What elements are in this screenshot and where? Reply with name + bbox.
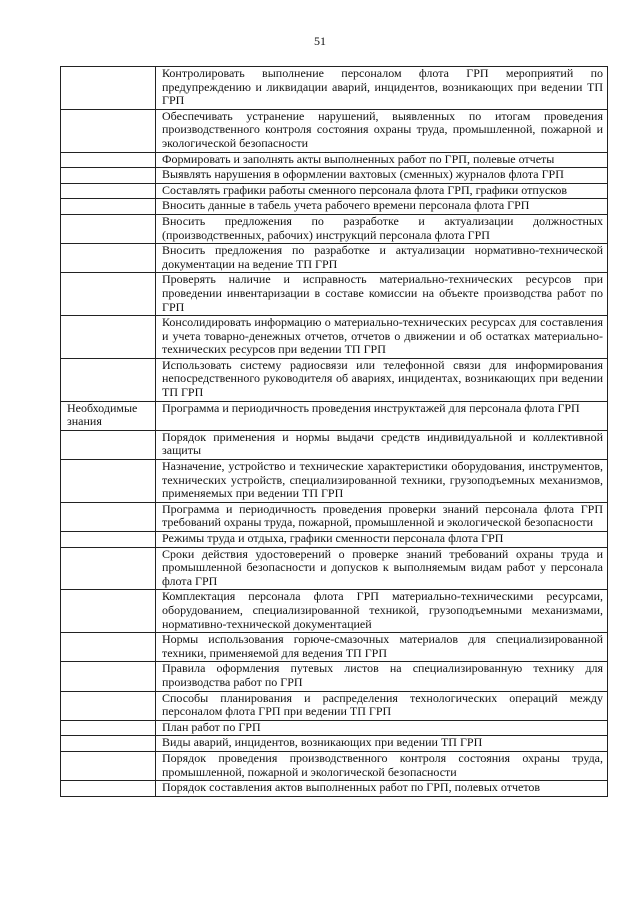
section-label-cell (61, 244, 156, 273)
section-label-cell (61, 662, 156, 691)
table-row (61, 199, 608, 215)
table-row (61, 590, 608, 633)
section-label-cell (61, 358, 156, 401)
item-text-cell: Вносить предложения по разработке и актуализации должностных (производственных, рабочих) инструкций персонала флота ГРП (156, 214, 608, 243)
item-text-cell: Выявлять нарушения в оформлении вахтовых (сменных) журналов флота ГРП (156, 168, 608, 184)
item-text-cell: Комплектация персонала флота ГРП материально-техническими ресурсами, оборудованием, специализированной техникой, грузоподъемными механизмами, нормативно-технической документацией (156, 590, 608, 633)
item-text-cell: Вносить предложения по разработке и актуализации нормативно-технической документации на ведение ТП ГРП (156, 244, 608, 273)
table-row (61, 109, 608, 152)
section-label-cell (61, 781, 156, 797)
table-row (61, 358, 608, 401)
section-label-cell (61, 460, 156, 503)
table-row (61, 460, 608, 503)
item-text-cell: Режимы труда и отдыха, графики сменности персонала флота ГРП (156, 532, 608, 548)
item-text-cell: План работ по ГРП (156, 720, 608, 736)
section-label-cell (61, 736, 156, 752)
table-row (61, 691, 608, 720)
section-label-cell (61, 720, 156, 736)
item-text-cell: Вносить данные в табель учета рабочего времени персонала флота ГРП (156, 199, 608, 215)
section-label-cell (61, 590, 156, 633)
section-label-cell (61, 316, 156, 359)
item-text-cell: Контролировать выполнение персоналом флота ГРП мероприятий по предупреждению и ликвидации аварий, инцидентов, возникающих при ведении ТП ГРП (156, 67, 608, 110)
item-text-cell: Составлять графики работы сменного персонала флота ГРП, графики отпусков (156, 183, 608, 199)
table-row (61, 633, 608, 662)
table-row (61, 401, 608, 430)
table-row (61, 214, 608, 243)
item-text-cell: Формировать и заполнять акты выполненных работ по ГРП, полевые отчеты (156, 152, 608, 168)
table-row (61, 736, 608, 752)
section-label-cell (61, 168, 156, 184)
item-text-cell: Консолидировать информацию о материально-технических ресурсах для составления и учета товарно-денежных отчетов, отчетов о движении и об остатках материально-технических ресурсов при ведении ТП ГРП (156, 316, 608, 359)
section-label-cell (61, 199, 156, 215)
item-text-cell: Программа и периодичность проведения проверки знаний персонала флота ГРП требований охраны труда, пожарной, промышленной и экологической безопасности (156, 502, 608, 531)
section-label-cell (61, 67, 156, 110)
section-label-cell (61, 751, 156, 780)
table-row (61, 751, 608, 780)
item-text-cell: Сроки действия удостоверений о проверке знаний требований охраны труда и промышленной безопасности и допусков к выполняемым видам работ у персонала флота ГРП (156, 547, 608, 590)
table-row (61, 168, 608, 184)
section-label-cell (61, 273, 156, 316)
item-text-cell: Порядок применения и нормы выдачи средств индивидуальной и коллективной защиты (156, 430, 608, 459)
table-row (61, 273, 608, 316)
section-label-cell (61, 532, 156, 548)
table-row (61, 781, 608, 797)
competency-table (60, 66, 608, 797)
item-text-cell: Использовать систему радиосвязи или телефонной связи для информирования непосредственного руководителя об авариях, инцидентах, возникающих при ведении ТП ГРП (156, 358, 608, 401)
table-row (61, 183, 608, 199)
item-text-cell: Способы планирования и распределения технологических операций между персоналом флота ГРП при ведении ТП ГРП (156, 691, 608, 720)
section-label-cell (61, 691, 156, 720)
table-row (61, 67, 608, 110)
item-text-cell: Программа и периодичность проведения инструктажей для персонала флота ГРП (156, 401, 608, 430)
table-row (61, 152, 608, 168)
item-text-cell: Порядок проведения производственного контроля состояния охраны труда, промышленной, пожарной и экологической безопасности (156, 751, 608, 780)
section-label-cell (61, 152, 156, 168)
table-row (61, 430, 608, 459)
section-label-cell (61, 502, 156, 531)
item-text-cell: Виды аварий, инцидентов, возникающих при ведении ТП ГРП (156, 736, 608, 752)
section-label-cell (61, 547, 156, 590)
table-row (61, 662, 608, 691)
section-label-cell (61, 183, 156, 199)
item-text-cell: Правила оформления путевых листов на специализированную технику для производства работ по ГРП (156, 662, 608, 691)
section-label-cell: Необходимые знания (61, 401, 156, 430)
table-row (61, 502, 608, 531)
table-row (61, 316, 608, 359)
item-text-cell: Проверять наличие и исправность материально-технических ресурсов при проведении инвентаризации в составе комиссии на объекте производства работ по ГРП (156, 273, 608, 316)
page-number: 51 (314, 34, 326, 48)
table-row (61, 720, 608, 736)
item-text-cell: Нормы использования горюче-смазочных материалов для специализированной техники, применяемой для ведения ТП ГРП (156, 633, 608, 662)
item-text-cell: Обеспечивать устранение нарушений, выявленных по итогам проведения производственного контроля состояния охраны труда, промышленной, пожарной и экологической безопасности (156, 109, 608, 152)
table-row (61, 244, 608, 273)
section-label-cell (61, 633, 156, 662)
table-row (61, 547, 608, 590)
section-label-cell (61, 214, 156, 243)
section-label-cell (61, 430, 156, 459)
table-row (61, 532, 608, 548)
item-text-cell: Назначение, устройство и технические характеристики оборудования, инструментов, технических устройств, специализированной техники, грузоподъемных механизмов, применяемых при ведении ТП ГРП (156, 460, 608, 503)
section-label-cell (61, 109, 156, 152)
item-text-cell: Порядок составления актов выполненных работ по ГРП, полевых отчетов (156, 781, 608, 797)
